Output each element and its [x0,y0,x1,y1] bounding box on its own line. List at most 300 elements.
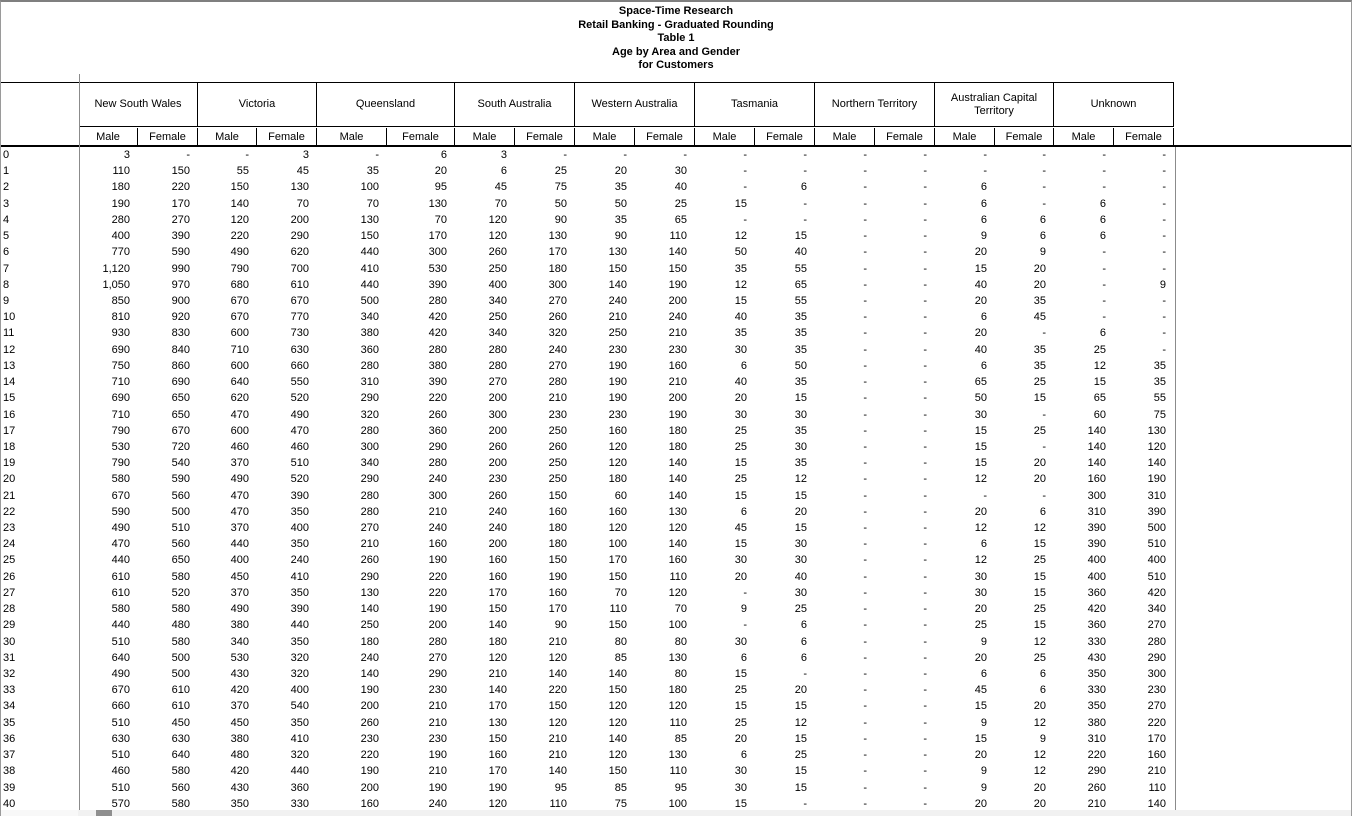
data-cell: 12 [1033,716,1046,729]
data-cell: 140 [668,489,687,502]
data-cell: - [863,668,867,680]
data-cell: 220 [360,749,379,762]
data-cell: 140 [1147,797,1166,810]
data-cell: 140 [608,278,627,291]
data-cell: - [923,230,927,243]
data-cell: 200 [488,424,507,437]
data-cell: 260 [428,408,447,421]
data-cell: 40 [734,311,747,324]
data-cell: 30 [974,586,987,599]
data-cell: - [1102,246,1106,259]
table-row [1,585,1174,601]
data-cell: 360 [1087,619,1106,632]
data-cell: 400 [1087,554,1106,567]
column-subheader-row [1,128,1174,145]
data-cell: 190 [608,376,627,389]
data-cell: 190 [608,392,627,405]
data-cell: 280 [360,489,379,502]
data-cell: 360 [428,424,447,437]
data-cell: 90 [554,213,567,226]
data-cell: 15 [794,781,807,794]
data-cell: 200 [488,392,507,405]
data-cell: 70 [614,586,627,599]
data-cell: 12 [794,473,807,486]
data-cell: 65 [1093,392,1106,405]
data-cell: 210 [1147,765,1166,778]
data-cell: 25 [974,619,987,632]
data-cell: 380 [360,327,379,340]
data-cell: 280 [360,424,379,437]
data-cell: - [1162,343,1166,356]
data-cell: 12 [974,554,987,567]
data-cell: 550 [290,376,309,389]
data-cell: 280 [428,635,447,648]
data-cell: 150 [230,181,249,194]
age-row-label: 22 [3,505,16,518]
data-cell: - [923,262,927,275]
data-cell: 500 [1147,522,1166,535]
table-row [1,277,1174,293]
data-cell: 20 [974,246,987,259]
data-cell: 790 [111,457,130,470]
data-cell: - [863,181,867,194]
data-cell: 370 [230,457,249,470]
column-subheader-female: Female [387,128,455,145]
data-cell: 210 [548,732,567,745]
data-cell: 210 [428,700,447,713]
data-cell: - [803,213,807,226]
data-cell: 170 [428,230,447,243]
data-cell: 230 [1147,684,1166,697]
data-cell: 1,120 [102,262,130,275]
data-cell: - [863,424,867,437]
data-cell: 400 [1087,570,1106,583]
data-cell: 6 [980,538,987,551]
data-cell: 260 [360,716,379,729]
age-row-label: 19 [3,457,16,470]
column-subheader-female: Female [1114,128,1174,145]
table-row [1,439,1174,455]
table-row [1,698,1174,714]
data-cell: 240 [428,473,447,486]
data-cell: 390 [1087,522,1106,535]
data-cell: - [923,165,927,178]
data-cell: 150 [608,262,627,275]
data-cell: 160 [608,505,627,518]
data-cell: 380 [230,619,249,632]
table-row [1,325,1174,341]
data-cell: 170 [1147,732,1166,745]
data-cell: 35 [734,262,747,275]
data-cell: 6 [1099,230,1106,243]
data-cell: 790 [230,262,249,275]
data-cell: 160 [1147,749,1166,762]
data-cell: 6 [740,651,747,664]
data-cell: 510 [111,781,130,794]
data-cell: 12 [974,522,987,535]
age-row-label: 21 [3,489,16,502]
data-cell: - [1102,294,1106,307]
data-cell: 140 [548,668,567,680]
data-cell: 340 [230,635,249,648]
table-row [1,471,1174,487]
data-cell: 180 [548,538,567,551]
data-cell: 25 [734,716,747,729]
data-cell: 170 [488,586,507,599]
data-cell: 390 [428,278,447,291]
data-cell: 620 [230,392,249,405]
data-cell: 6 [1099,327,1106,340]
data-cell: 15 [734,797,747,810]
data-cell: - [743,149,747,161]
age-row-label: 7 [3,262,10,275]
data-cell: 580 [171,603,190,616]
table-row [1,163,1174,179]
data-cell: 580 [171,765,190,778]
column-group-header-row [1,83,1174,127]
data-cell: - [743,181,747,194]
data-cell: 3 [123,149,130,161]
data-cell: 350 [290,505,309,518]
data-cell: 70 [434,213,447,226]
data-cell: - [186,149,190,161]
column-subheader-male: Male [455,128,515,145]
table-row [1,212,1174,228]
data-cell: 160 [1087,473,1106,486]
horizontal-scrollbar-thumb[interactable] [96,810,112,816]
data-cell: 180 [608,473,627,486]
data-cell: 30 [794,538,807,551]
data-cell: - [923,586,927,599]
data-cell: 12 [1033,522,1046,535]
data-cell: - [863,213,867,226]
data-cell: 55 [1153,392,1166,405]
data-cell: 110 [669,765,687,778]
data-cell: 6 [800,181,807,194]
data-cell: 340 [1147,603,1166,616]
data-cell: 140 [548,765,567,778]
table-row [1,666,1174,682]
data-cell: 240 [428,522,447,535]
data-cell: 120 [608,749,627,762]
data-cell: 75 [614,797,627,810]
data-cell: 15 [794,522,807,535]
data-cell: 9 [980,230,987,243]
data-cell: - [863,489,867,502]
data-cell: 9 [980,716,987,729]
data-cell: 990 [171,262,190,275]
data-cell: 170 [171,197,190,210]
data-cell: 300 [1087,489,1106,502]
data-cell: 270 [488,376,507,389]
column-subheader-male: Male [79,128,138,145]
data-cell: 140 [608,732,627,745]
data-cell: 20 [1033,262,1046,275]
horizontal-scrollbar-track[interactable] [1,810,1352,816]
data-cell: 200 [428,619,447,632]
data-cell: 120 [488,213,507,226]
data-cell: 140 [230,197,249,210]
data-cell: 120 [548,651,567,664]
data-cell: 190 [668,278,687,291]
data-cell: 490 [230,473,249,486]
data-cell: 120 [488,797,507,810]
data-cell: 660 [111,700,130,713]
data-cell: 35 [794,376,807,389]
data-cell: 510 [171,522,190,535]
data-cell: 440 [360,246,379,259]
data-cell: 220 [428,586,447,599]
data-cell: 15 [1033,538,1046,551]
age-row-label: 27 [3,586,16,599]
data-cell: 15 [794,765,807,778]
data-cell: 390 [171,230,190,243]
data-cell: 45 [974,684,987,697]
data-cell: 130 [428,197,447,210]
data-cell: 25 [734,684,747,697]
data-cell: 250 [488,311,507,324]
data-cell: 30 [734,408,747,421]
data-cell: 260 [548,440,567,453]
data-cell: 190 [360,684,379,697]
data-cell: 240 [668,311,687,324]
table-row [1,390,1174,406]
data-cell: 510 [111,716,130,729]
data-cell: 140 [1087,457,1106,470]
column-subheader-male: Male [317,128,387,145]
data-cell: 45 [494,181,507,194]
data-cell: 590 [171,473,190,486]
data-cell: 440 [111,554,130,567]
data-cell: 290 [360,570,379,583]
data-cell: 630 [111,732,130,745]
data-cell: 190 [360,765,379,778]
data-cell: 6 [980,668,987,680]
data-cell: - [1162,181,1166,194]
data-cell: 510 [111,635,130,648]
data-cell: 140 [1087,424,1106,437]
data-cell: 450 [171,716,190,729]
data-cell: 230 [360,732,379,745]
data-cell: 9 [1159,278,1166,291]
data-cell: 20 [614,165,627,178]
data-cell: 270 [548,294,567,307]
data-cell: 110 [549,797,567,810]
data-cell: 150 [608,765,627,778]
data-cell: - [923,732,927,745]
data-cell: 95 [554,781,567,794]
data-cell: 530 [428,262,447,275]
data-cell: 160 [488,749,507,762]
age-row-label: 18 [3,440,16,453]
data-cell: 20 [434,165,447,178]
data-cell: 95 [434,181,447,194]
data-cell: 25 [1033,554,1046,567]
table-row [1,244,1174,260]
data-cell: 490 [230,603,249,616]
data-cell: 40 [974,278,987,291]
data-cell: 280 [428,294,447,307]
data-cell: 470 [230,505,249,518]
data-cell: 270 [360,522,379,535]
data-cell: 130 [668,651,687,664]
data-cell: 25 [1033,603,1046,616]
data-cell: 190 [488,781,507,794]
data-cell: 15 [974,424,987,437]
row-label-divider [79,74,80,812]
data-cell: - [923,651,927,664]
data-cell: 320 [290,651,309,664]
data-cell: - [863,359,867,372]
data-cell: 810 [111,311,130,324]
data-cell: 150 [488,603,507,616]
data-cell: 130 [608,246,627,259]
data-cell: 35 [734,327,747,340]
data-cell: 330 [1087,635,1106,648]
data-cell: - [923,700,927,713]
data-cell: 640 [111,651,130,664]
data-cell: 15 [734,538,747,551]
data-cell: 320 [290,749,309,762]
data-cell: 320 [548,327,567,340]
data-cell: 370 [230,700,249,713]
data-cell: 300 [428,246,447,259]
data-cell: 340 [488,294,507,307]
data-cell: 670 [111,489,130,502]
data-cell: - [1042,149,1046,161]
data-cell: 120 [230,213,249,226]
data-cell: - [863,603,867,616]
data-cell: 270 [1147,700,1166,713]
data-cell: 350 [230,797,249,810]
data-cell: 670 [111,684,130,697]
age-row-label: 8 [3,278,10,291]
table-row [1,601,1174,617]
data-cell: 440 [290,765,309,778]
data-cell: - [803,149,807,161]
data-cell: 140 [1147,457,1166,470]
data-cell: 220 [548,684,567,697]
data-cell: 670 [230,294,249,307]
data-cell: 6 [800,619,807,632]
data-cell: 100 [608,538,627,551]
data-cell: 95 [674,781,687,794]
data-cell: 400 [111,230,130,243]
subheader-spacer [1,128,79,145]
data-cell: 470 [290,424,309,437]
table-row [1,520,1174,536]
data-cell: - [1102,149,1106,161]
table-row [1,374,1174,390]
data-cell: 450 [230,716,249,729]
data-cell: 130 [668,505,687,518]
age-row-label: 5 [3,230,10,243]
data-cell: 750 [111,359,130,372]
column-subheader-male: Male [575,128,635,145]
data-cell: 500 [171,668,190,680]
data-cell: 630 [171,732,190,745]
data-cell: 12 [794,716,807,729]
table-row [1,763,1174,779]
data-cell: 30 [794,408,807,421]
age-row-label: 24 [3,538,16,551]
data-cell: 430 [230,668,249,680]
data-cell: 80 [674,635,687,648]
data-cell: 320 [360,408,379,421]
data-cell: 180 [111,181,130,194]
column-subheader-male: Male [1054,128,1114,145]
data-cell: 270 [428,651,447,664]
age-row-label: 12 [3,343,16,356]
data-cell: 20 [734,570,747,583]
table-row [1,552,1174,568]
data-cell: 170 [548,603,567,616]
age-row-label: 1 [3,165,10,178]
data-cell: 610 [171,684,190,697]
data-cell: 30 [974,408,987,421]
table-row [1,715,1174,731]
data-cell: - [1042,440,1046,453]
column-subheader-male: Male [695,128,755,145]
data-cell: - [1162,246,1166,259]
column-subheader-male: Male [815,128,875,145]
data-cell: 160 [488,570,507,583]
data-cell: 370 [230,586,249,599]
column-subheader-male: Male [935,128,995,145]
data-cell: 240 [488,505,507,518]
data-cell: - [923,359,927,372]
table-row [1,293,1174,309]
data-cell: 12 [1033,635,1046,648]
data-cell: 200 [668,294,687,307]
data-cell: 240 [360,651,379,664]
table-row [1,228,1174,244]
column-subheader-female: Female [515,128,575,145]
data-cell: 35 [1033,343,1046,356]
data-cell: 510 [290,457,309,470]
data-cell: 400 [290,684,309,697]
data-cell: 120 [608,716,627,729]
column-subheader-female: Female [995,128,1054,145]
data-cell: 120 [668,586,687,599]
data-cell: 310 [1087,732,1106,745]
age-row-label: 40 [3,797,16,810]
data-cell: 110 [112,165,130,178]
data-cell: - [1102,181,1106,194]
data-cell: - [923,749,927,762]
data-cell: 210 [668,327,687,340]
data-cell: 210 [548,392,567,405]
data-cell: - [923,311,927,324]
data-cell: 35 [794,457,807,470]
data-cell: 160 [668,359,687,372]
data-cell: 210 [608,311,627,324]
data-cell: - [923,570,927,583]
data-cell: 30 [734,343,747,356]
data-cell: 230 [548,408,567,421]
table-row [1,455,1174,471]
data-cell: 25 [1033,651,1046,664]
data-cell: 300 [548,278,567,291]
data-cell: 220 [428,570,447,583]
data-cell: 210 [488,668,507,680]
data-cell: 650 [171,408,190,421]
data-cell: 190 [428,603,447,616]
data-cell: - [1162,197,1166,210]
data-cell: 140 [668,457,687,470]
data-cell: 60 [1093,408,1106,421]
data-cell: 130 [668,749,687,762]
